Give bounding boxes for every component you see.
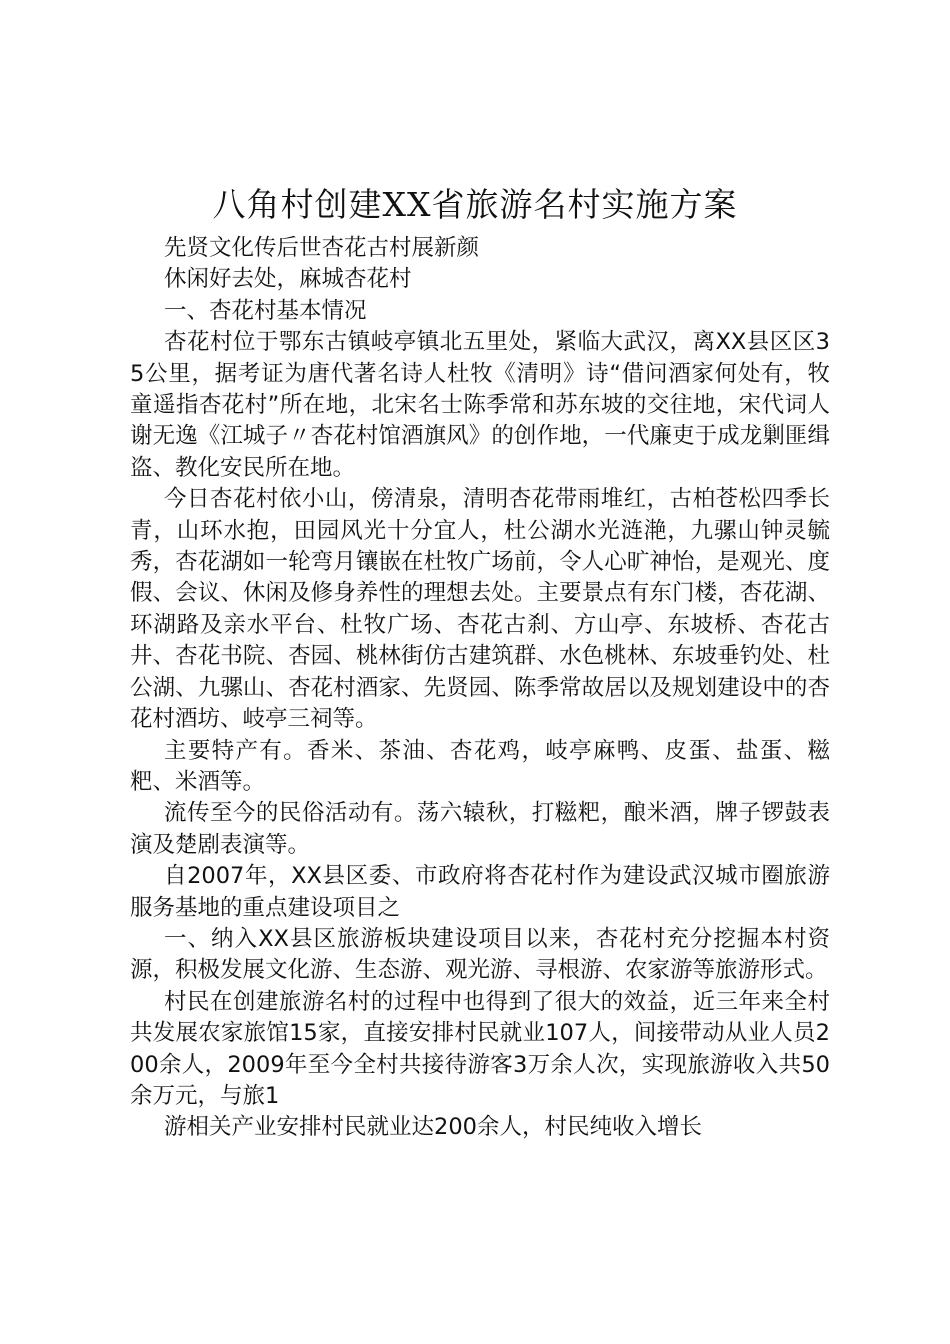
section-heading: 一、杏花村基本情况 — [164, 297, 367, 324]
document-title: 八角村创建XX省旅游名村实施方案 — [212, 185, 738, 224]
paragraph: 主要特产有。香米、茶油、杏花鸡，岐亭麻鸭、皮蛋、盐蛋、糍粑、米酒等。 — [130, 737, 830, 795]
paragraph: 游相关产业安排村民就业达200余人，村民纯收入增长 — [164, 1114, 702, 1141]
paragraph: 流传至今的民俗活动有。荡六辕秋，打糍粑，酿米酒，牌子锣鼓表演及楚剧表演等。 — [130, 800, 830, 858]
document-body — [130, 233, 830, 1144]
paragraph: 杏花村位于鄂东古镇岐亭镇北五里处，紧临大武汉，离XX县区区35公里，据考证为唐代著名诗人杜牧《清明》诗“借问酒家何处有，牧童遥指杏花村”所在地，北宋名士陈季常和苏东坡的交往地，宋代词人谢无逸《江城子〃杏花村馆酒旗风》的创作地，一代廉吏于成龙剿匪缉盗、教化安民所在地。 — [130, 329, 830, 481]
paragraph: 村民在创建旅游名村的过程中也得到了很大的效益，近三年来全村共发展农家旅馆15家，直接安排村民就业107人，间接带动从业人员200余人，2009年至今全村共接待游客3万余人次，实现旅游收入共50余万元，与旅1 — [130, 988, 830, 1109]
slogan-line: 休闲好去处，麻城杏花村 — [164, 266, 412, 293]
paragraph: 一、纳入XX县区旅游板块建设项目以来，杏花村充分挖掘本村资源，积极发展文化游、生态游、观光游、寻根游、农家游等旅游形式。 — [130, 925, 830, 984]
subtitle-line: 先贤文化传后世杏花古村展新颜 — [164, 235, 480, 261]
paragraph: 自2007年，XX县区委、市政府将杏花村作为建设武汉城市圈旅游服务基地的重点建设项目之 — [130, 863, 830, 921]
paragraph: 今日杏花村依小山，傍清泉，清明杏花带雨堆红，古柏苍松四季长青，山环水抱，田园风光十分宜人，杜公湖水光涟滟，九骡山钟灵毓秀，杏花湖如一轮弯月镶嵌在杜牧广场前，令人心旷神怡，是观光、度假、会议、休闲及修身养性的理想去处。主要景点有东门楼，杏花湖、环湖路及亲水平台、杜牧广场、杏花古刹、方山亭、东坡桥、杏花古井、杏花书院、杏园、桃林街仿古建筑群、水色桃林、东坡垂钓处、杜公湖、九骡山、杏花村酒家、先贤园、陈季常故居以及规划建设中的杏花村酒坊、岐亭三祠等。 — [130, 486, 830, 733]
